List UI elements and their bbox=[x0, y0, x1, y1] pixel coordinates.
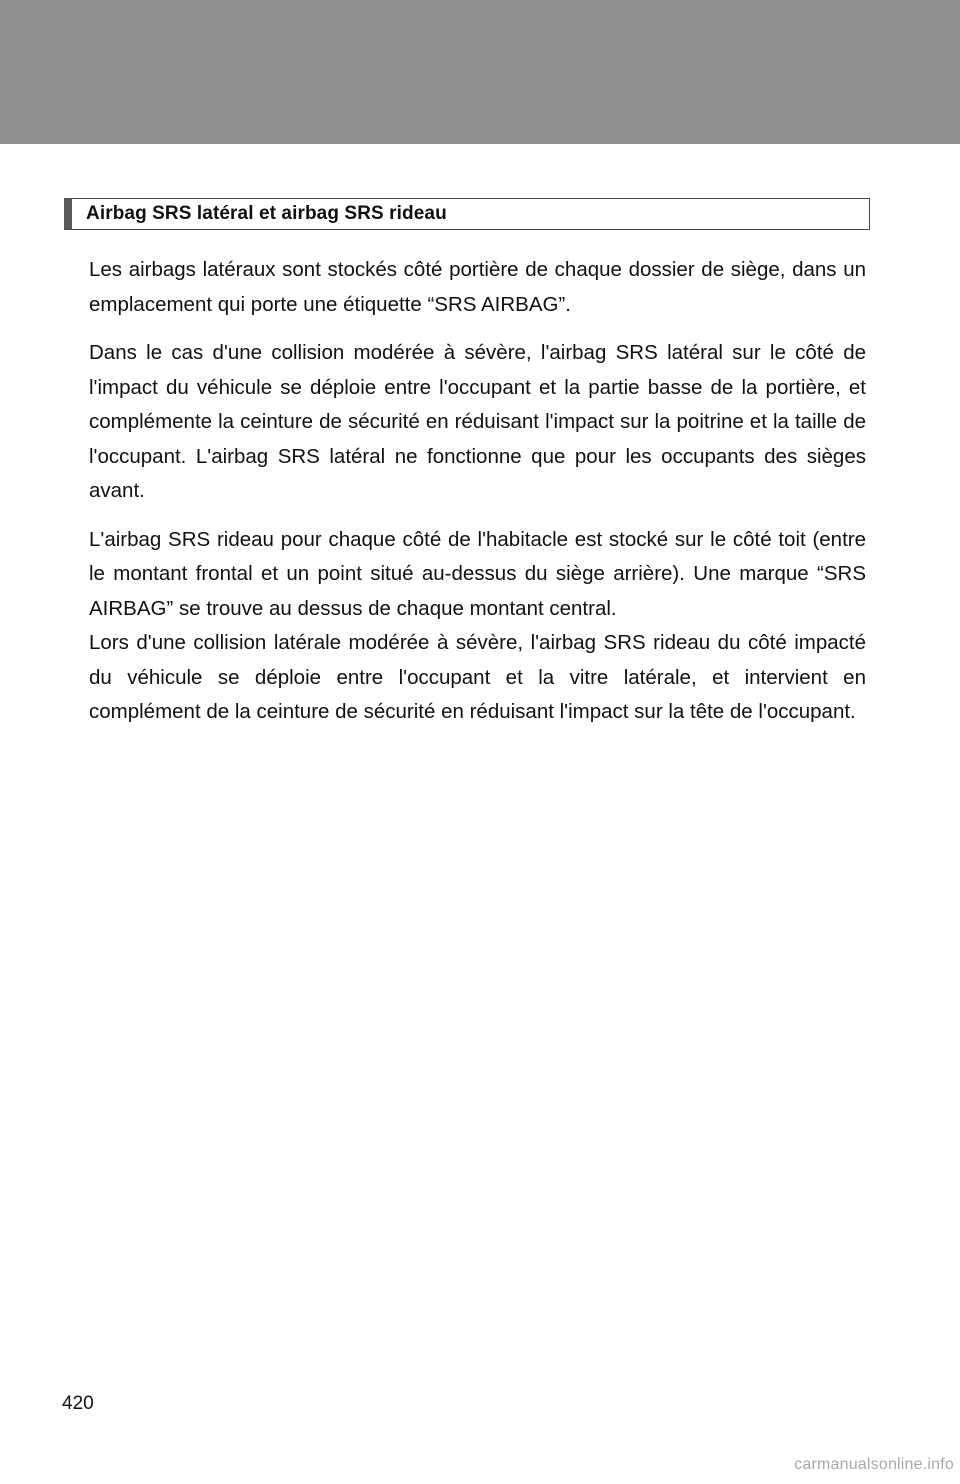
section-heading bbox=[64, 198, 870, 230]
paragraph-side-airbag-deployment: Dans le cas d'une collision modérée à sévère, l'airbag SRS latéral sur le côté de l'impact du véhicule se déploie entre l'occupant et la partie basse de la portière, et complémente la ceinture de sécurité en réduisant l'impact sur la poitrine et la taille de l'occupant. L'airbag SRS latéral ne fonctionne que pour les occupants des sièges avant. bbox=[89, 341, 866, 502]
header-band bbox=[0, 0, 960, 144]
paragraph-curtain-airbag-location: L'airbag SRS rideau pour chaque côté de l'habitacle est stocké sur le côté toit (entre le montant frontal et un point situé au-dessus du siège arrière). Une marque “SRS AIRBAG” se trouve au dessus de chaque montant central. bbox=[89, 527, 866, 620]
paragraph-side-airbag-location: Les airbags latéraux sont stockés côté portière de chaque dossier de siège, dans un emplacement qui porte une étiquette “SRS AIRBAG”. bbox=[89, 258, 866, 316]
paragraph-curtain-airbag-deployment: Lors d'une collision latérale modérée à sévère, l'airbag SRS rideau du côté impacté du véhicule se déploie entre l'occupant et la vitre latérale, et intervient en complément de la ceinture de sécurité en réduisant l'impact sur la tête de l'occupant. bbox=[89, 631, 866, 723]
watermark: carmanualsonline.info bbox=[794, 1456, 954, 1473]
body-text bbox=[89, 253, 866, 744]
section-heading-text: Airbag SRS latéral et airbag SRS rideau bbox=[86, 203, 447, 224]
page-number: 420 bbox=[62, 1393, 94, 1414]
